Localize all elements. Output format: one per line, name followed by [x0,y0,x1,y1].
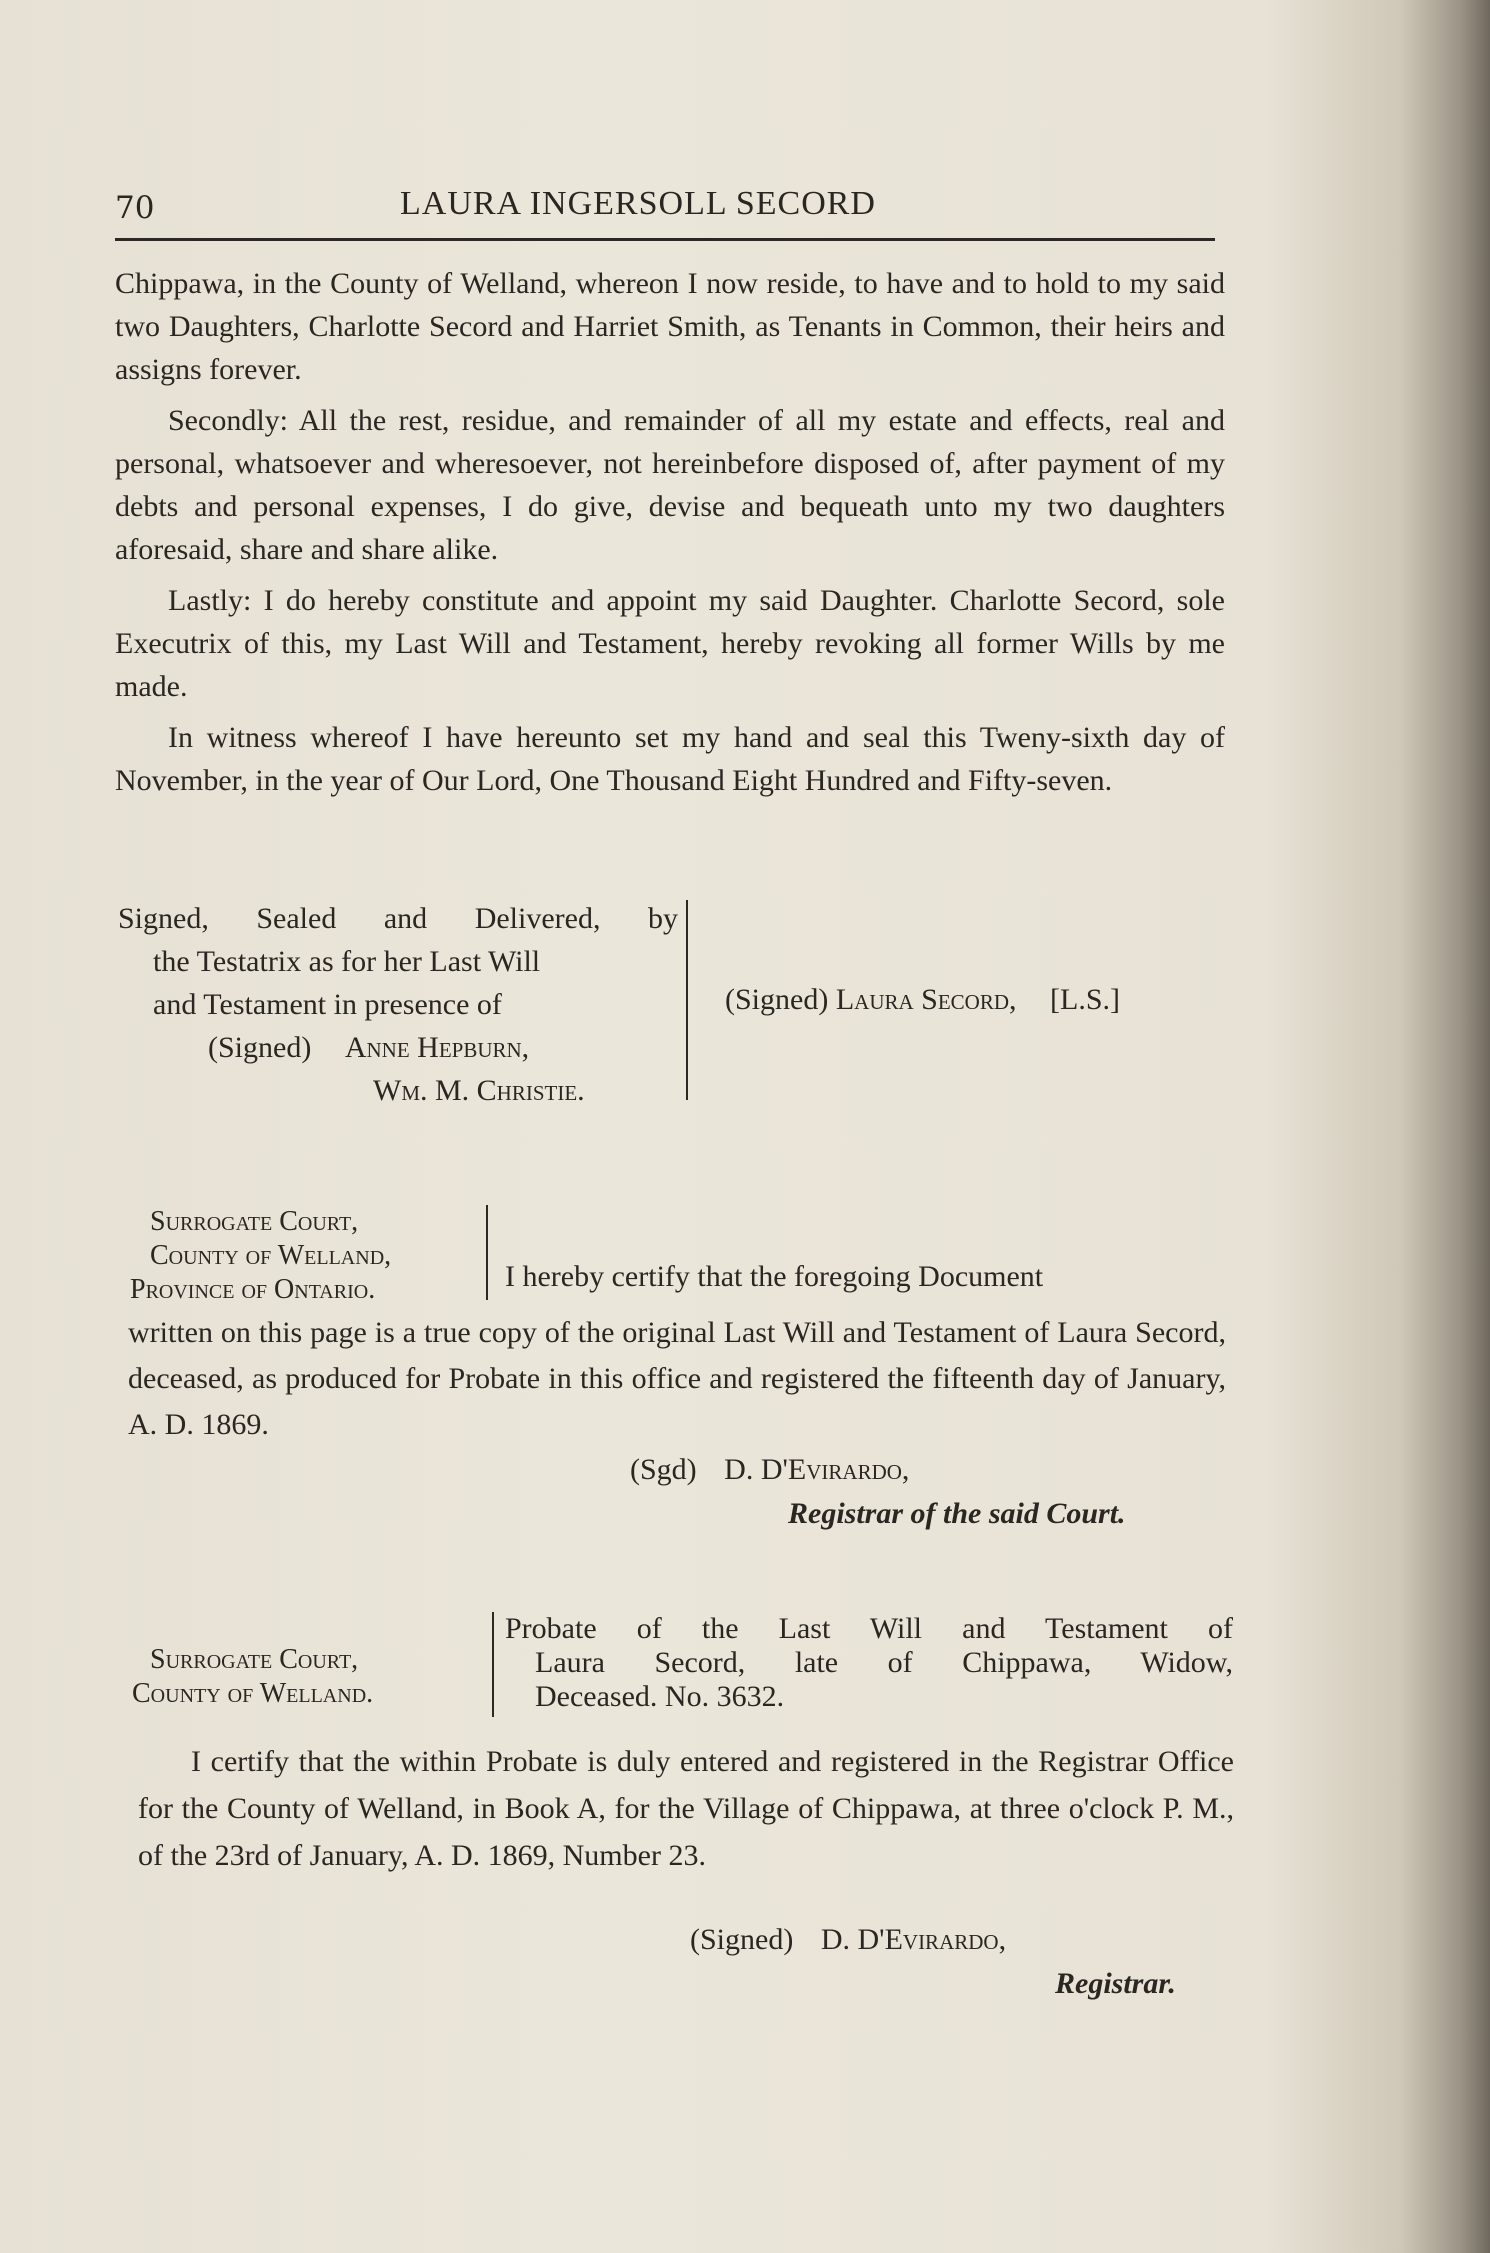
certificate1-title: Registrar of the said Court. [788,1497,1126,1530]
certificate2-text: I certify that the within Probate is duly entered and registered in the Registrar Office for the County of Welland, in Book A, for the Village of Chippawa, at three o'clock P. M., of the 23rd of January, A. D. 1869, Number 23. [138,1745,1234,1872]
court-brace-2 [478,1612,494,1717]
seal-mark: [L.S.] [1050,983,1121,1016]
paragraph-secondly: Secondly: All the rest, residue, and remainder of all my estate and effects, real and personal, whatsoever and wheresoever, not hereinbefore disposed of, after payment of my debts and personal expenses, I do give, devise and bequeath unto my two daughters aforesaid, share and share alike. [115,404,1225,566]
witness-name-2: Wm. M. Christie. [373,1074,585,1107]
signer-name-1: Evirardo, [787,1453,910,1486]
court-heading-1: Surrogate Court, County of Welland, Province of Ontario. [130,1206,392,1305]
paragraph-lastly: Lastly: I do hereby constitute and appoint my said Daughter. Charlotte Secord, sole Executrix of this, my Last Will and Testament, hereby revoking all former Wills by me made. [115,584,1225,703]
signature-brace [672,900,688,1100]
certificate2-title: Registrar. [1055,1967,1176,2000]
header-rule [115,238,1215,241]
probate-note: Probate of the Last Will and Testament of Laura Secord, late of Chippawa, Widow, Deceased. No. 3632. [505,1612,1233,1713]
page-number: 70 [115,190,155,226]
court-heading-2: Surrogate Court, County of Welland. [132,1644,374,1709]
paragraph-continuation: Chippawa, in the County of Welland, whereon I now reside, to have and to hold to my said two Daughters, Charlotte Secord and Harriet Smith, as Tenants in Common, their heirs and assigns forever. [115,267,1225,386]
witness-line-1: (Signed) Anne Hepburn, [208,1031,530,1064]
will-text [115,262,1225,802]
running-title: LAURA INGERSOLL SECORD [400,185,876,222]
attestation-block [118,897,678,1112]
certificate1-first-line: I hereby certify that the foregoing Document [505,1260,1044,1293]
court-brace-1 [472,1205,488,1300]
witness-name-1: Anne Hepburn, [344,1031,530,1064]
certificate2-signature: (Signed) D. D'Evirardo, [690,1923,1007,1956]
certificate1-signature: (Sgd) D. D'Evirardo, [630,1453,910,1486]
attestation-line-1: Signed, Sealed and Delivered, by [118,902,678,935]
page-header [115,185,1215,238]
testatrix-signature: (Signed) Laura Secord, [L.S.] [725,983,1121,1016]
attestation-line-2: the Testatrix as for her Last Will [153,945,541,978]
certificate1-text: written on this page is a true copy of the original Last Will and Testament of Laura Secord, deceased, as produced for Probate in this office and registered the fifteenth day of January, A. D. 1869. [128,1316,1226,1441]
paragraph-witness: In witness whereof I have hereunto set my hand and seal this Tweny-sixth day of November, in the year of Our Lord, One Thousand Eight Hundred and Fifty-seven. [115,721,1225,797]
attestation-line-3: and Testament in presence of [153,988,502,1021]
testatrix-name: Laura Secord, [835,983,1017,1016]
signer-name-2: Evirardo, [884,1923,1007,1956]
